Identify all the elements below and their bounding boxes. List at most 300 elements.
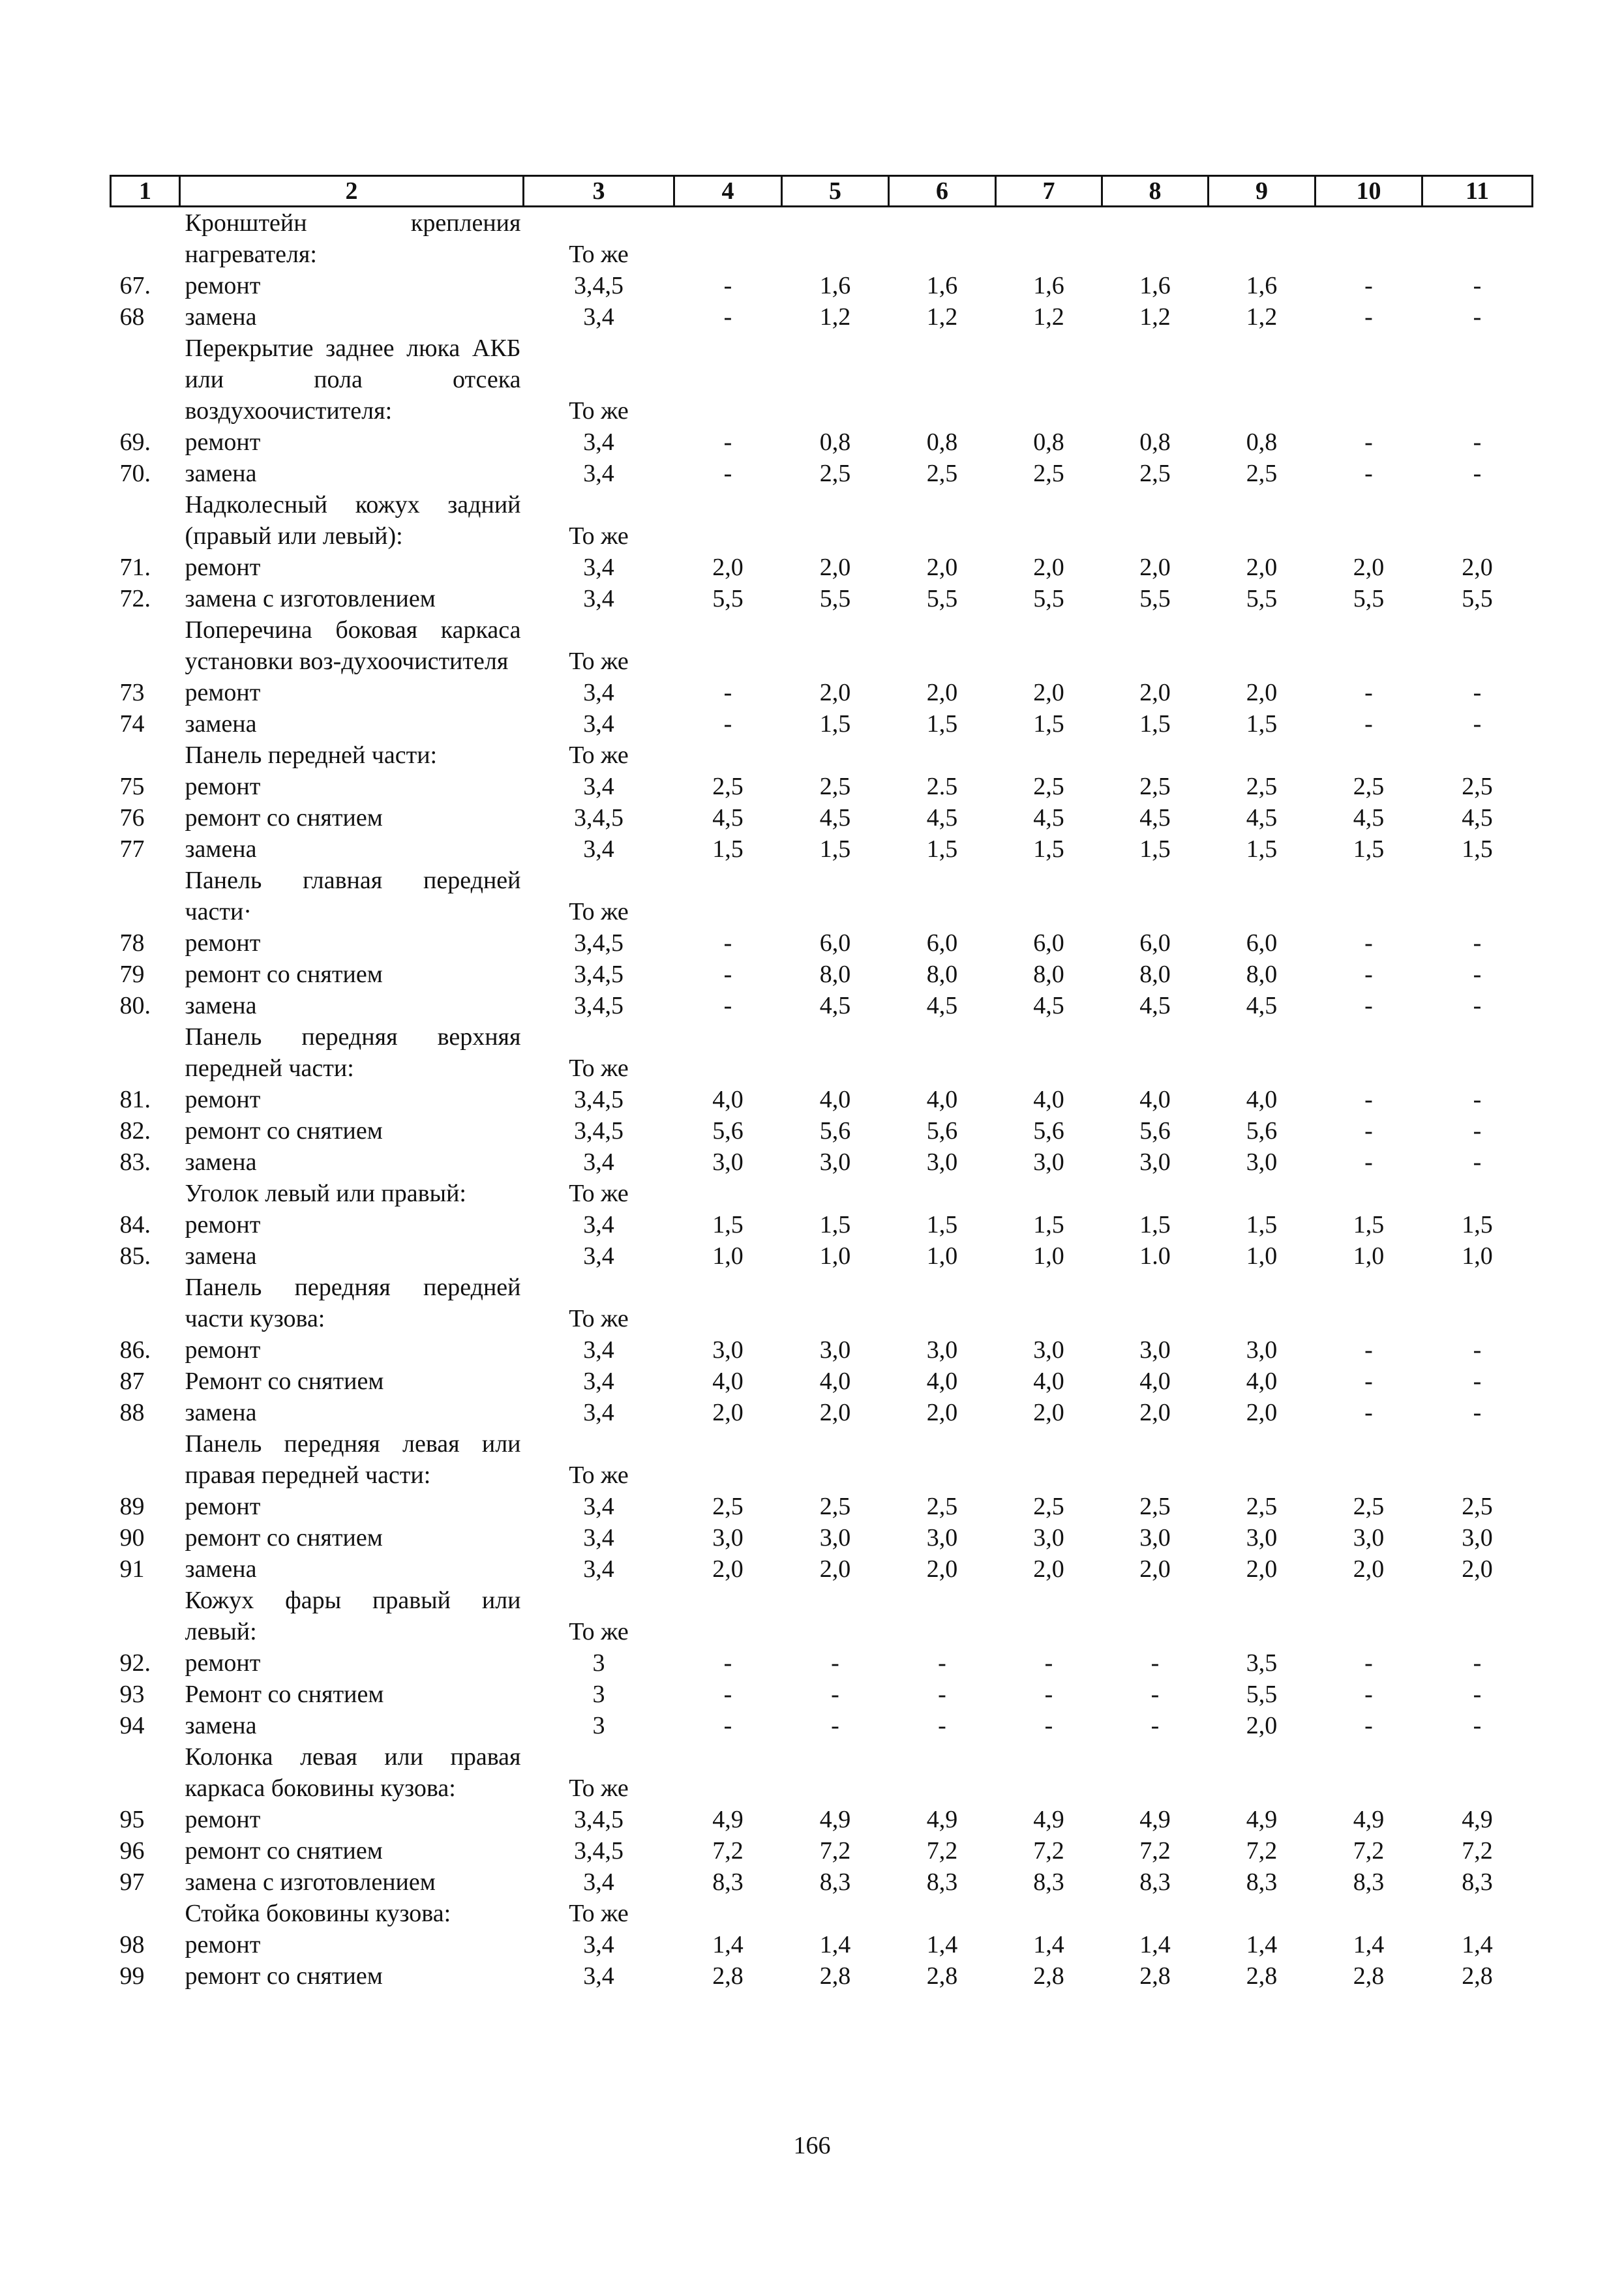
value-col-11: - [1473, 1712, 1482, 1739]
value-col-7: 4,9 [1033, 1806, 1064, 1833]
value-col-8: 8,0 [1139, 961, 1171, 988]
value-col-9: 2,0 [1246, 554, 1278, 581]
work-category: 3,4 [583, 1148, 614, 1176]
value-col-4: - [723, 1712, 732, 1739]
value-col-5: 6,0 [819, 929, 851, 957]
group-heading: Панель передняя левая или правая передней части: [185, 1430, 521, 1489]
table-row [111, 990, 1533, 1021]
row-number: 97 [119, 1868, 145, 1896]
group-heading-row [111, 333, 1533, 427]
row-number: 75 [119, 773, 145, 800]
value-col-10: - [1364, 710, 1373, 738]
value-col-9: 3,0 [1246, 1336, 1278, 1364]
value-col-11: 1,4 [1462, 1931, 1493, 1958]
value-col-10: - [1364, 1368, 1373, 1395]
value-col-11: 2,5 [1462, 773, 1493, 800]
row-number: 77 [119, 835, 145, 863]
value-col-6: 2,8 [926, 1962, 958, 1990]
value-col-6: 1,0 [926, 1242, 958, 1270]
work-category: 3,4 [583, 1399, 614, 1426]
value-col-6: 4,9 [926, 1806, 958, 1833]
value-col-4: 4,0 [712, 1368, 744, 1395]
row-number: 89 [119, 1493, 145, 1520]
value-col-4: - [723, 961, 732, 988]
value-col-11: 2,5 [1462, 1493, 1493, 1520]
value-col-7: 1,4 [1033, 1931, 1064, 1958]
value-col-10: - [1364, 992, 1373, 1019]
column-header-2: 2 [180, 176, 524, 207]
row-number [111, 1741, 180, 1804]
table-row [111, 1835, 1533, 1866]
value-col-8: 1,5 [1139, 835, 1171, 863]
value-col-9: 1,5 [1246, 710, 1278, 738]
work-category: 3,4,5 [574, 1806, 624, 1833]
value-col-6: 3,0 [926, 1148, 958, 1176]
work-category: 3 [592, 1681, 605, 1708]
operation-name: замена с изготовлением [185, 585, 436, 612]
value-col-4: 3,0 [712, 1148, 744, 1176]
row-number: 84. [119, 1211, 151, 1238]
row-number: 67. [119, 272, 151, 299]
value-col-8: 3,0 [1139, 1148, 1171, 1176]
column-header-9: 9 [1209, 176, 1316, 207]
table-row [111, 1553, 1533, 1585]
value-col-9: 4,0 [1246, 1368, 1278, 1395]
value-col-4: 1,5 [712, 835, 744, 863]
value-col-6: 1,5 [926, 710, 958, 738]
value-col-5: 2,5 [819, 460, 851, 487]
row-number: 71. [119, 554, 151, 581]
group-heading: Перекрытие заднее люка АКБ или пола отсека воздухоочистителя: [185, 335, 521, 425]
value-col-8: 4,5 [1139, 992, 1171, 1019]
empty-values [674, 1021, 1533, 1084]
value-col-7: 3,0 [1033, 1148, 1064, 1176]
value-col-8: 2,5 [1139, 773, 1171, 800]
value-col-5: 2,0 [819, 1555, 851, 1583]
table-row [111, 1115, 1533, 1146]
value-col-9: 3,0 [1246, 1524, 1278, 1551]
value-col-5: 1,4 [819, 1931, 851, 1958]
value-col-5: 1,0 [819, 1242, 851, 1270]
value-col-11: 2,0 [1462, 1555, 1493, 1583]
value-col-9: 4,9 [1246, 1806, 1278, 1833]
value-col-6: 2,0 [926, 679, 958, 706]
value-col-10: 3,0 [1353, 1524, 1385, 1551]
value-col-9: 7,2 [1246, 1837, 1278, 1865]
table-row [111, 708, 1533, 740]
value-col-4: 3,0 [712, 1524, 744, 1551]
value-col-5: 8,0 [819, 961, 851, 988]
value-col-8: 2,0 [1139, 554, 1171, 581]
value-col-8: 5,5 [1139, 585, 1171, 612]
operation-name: замена [185, 992, 257, 1019]
row-number: 98 [119, 1931, 145, 1958]
row-number: 78 [119, 929, 145, 957]
value-col-9: 0,8 [1246, 428, 1278, 456]
table-body [111, 207, 1533, 1992]
value-col-4: 4,9 [712, 1806, 744, 1833]
value-col-7: 1,6 [1033, 272, 1064, 299]
row-number: 79 [119, 961, 145, 988]
value-col-5: 5,5 [819, 585, 851, 612]
value-col-10: 2,0 [1353, 1555, 1385, 1583]
row-number: 92. [119, 1649, 151, 1677]
value-col-7: 4,0 [1033, 1368, 1064, 1395]
value-col-9: 1,5 [1246, 1211, 1278, 1238]
value-col-7: 8,3 [1033, 1868, 1064, 1896]
column-header-8: 8 [1102, 176, 1209, 207]
value-col-5: 3,0 [819, 1336, 851, 1364]
work-category: 3,4 [583, 585, 614, 612]
table-row [111, 1240, 1533, 1272]
page-number: 166 [793, 2132, 831, 2159]
value-col-6: 2,5 [926, 1493, 958, 1520]
row-number: 99 [119, 1962, 145, 1990]
table-row [111, 1960, 1533, 1992]
value-col-11: - [1473, 929, 1482, 957]
value-col-8: 1,5 [1139, 1211, 1171, 1238]
work-category: 3,4 [583, 1524, 614, 1551]
value-col-9: 4,5 [1246, 992, 1278, 1019]
value-col-11: - [1473, 460, 1482, 487]
row-number: 72. [119, 585, 151, 612]
operation-name: замена [185, 460, 257, 487]
value-col-6: 4,5 [926, 992, 958, 1019]
value-col-8: 3,0 [1139, 1524, 1171, 1551]
value-col-9: 2,0 [1246, 1555, 1278, 1583]
work-category: То же [569, 1618, 629, 1645]
table-row [111, 1146, 1533, 1178]
value-col-4: 2,0 [712, 554, 744, 581]
work-category: То же [569, 648, 629, 675]
value-col-9: 2,8 [1246, 1962, 1278, 1990]
value-col-6: 2,0 [926, 1555, 958, 1583]
table-row [111, 1647, 1533, 1679]
value-col-6: 6,0 [926, 929, 958, 957]
value-col-10: 2,8 [1353, 1962, 1385, 1990]
value-col-10: 1,5 [1353, 1211, 1385, 1238]
value-col-7: 5,5 [1033, 585, 1064, 612]
group-heading-row [111, 489, 1533, 552]
value-col-6: 7,2 [926, 1837, 958, 1865]
table-row [111, 458, 1533, 489]
table-row [111, 427, 1533, 458]
value-col-5: 4,0 [819, 1368, 851, 1395]
operation-name: ремонт [185, 1336, 261, 1364]
value-col-10: 1,0 [1353, 1242, 1385, 1270]
table-row [111, 1084, 1533, 1115]
operation-name: ремонт со снятием [185, 804, 383, 832]
operation-name: ремонт [185, 272, 261, 299]
group-heading: Уголок левый или правый: [185, 1180, 466, 1207]
table-row [111, 1929, 1533, 1960]
group-heading: Поперечина боковая каркаса установки воз-духоочистителя [185, 616, 521, 675]
value-col-9: 8,0 [1246, 961, 1278, 988]
value-col-8: 2,0 [1139, 679, 1171, 706]
value-col-7: 0,8 [1033, 428, 1064, 456]
value-col-4: 8,3 [712, 1868, 744, 1896]
work-category: 3,4 [583, 1211, 614, 1238]
column-header-6: 6 [889, 176, 996, 207]
value-col-4: - [723, 992, 732, 1019]
value-col-10: 5,5 [1353, 585, 1385, 612]
row-number: 81. [119, 1086, 151, 1113]
work-category: 3,4,5 [574, 272, 624, 299]
column-header-7: 7 [996, 176, 1102, 207]
value-col-11: 1,0 [1462, 1242, 1493, 1270]
operation-name: Ремонт со снятием [185, 1681, 384, 1708]
operation-name: ремонт [185, 554, 261, 581]
row-number [111, 740, 180, 771]
table-row [111, 677, 1533, 708]
table-row [111, 1522, 1533, 1553]
group-heading-row [111, 1741, 1533, 1804]
work-category: 3 [592, 1712, 605, 1739]
work-category: 3,4 [583, 1962, 614, 1990]
empty-values [674, 333, 1533, 427]
row-number: 87 [119, 1368, 145, 1395]
operation-name: ремонт [185, 1086, 261, 1113]
column-header-3: 3 [524, 176, 674, 207]
value-col-7: 4,0 [1033, 1086, 1064, 1113]
value-col-10: - [1364, 460, 1373, 487]
value-col-6: 1,2 [926, 303, 958, 331]
value-col-10: - [1364, 1399, 1373, 1426]
value-col-6: 4,0 [926, 1086, 958, 1113]
value-col-10: - [1364, 679, 1373, 706]
empty-values [674, 1898, 1533, 1929]
value-col-4: 2,0 [712, 1399, 744, 1426]
value-col-11: 3,0 [1462, 1524, 1493, 1551]
table-row [111, 1710, 1533, 1741]
work-category: То же [569, 1180, 629, 1207]
value-col-10: - [1364, 1117, 1373, 1145]
table-row [111, 833, 1533, 865]
empty-values [674, 207, 1533, 271]
row-number [111, 1428, 180, 1491]
value-col-11: - [1473, 1681, 1482, 1708]
value-col-11: - [1473, 710, 1482, 738]
value-col-6: 5,5 [926, 585, 958, 612]
work-category: 3,4 [583, 428, 614, 456]
value-col-8: - [1150, 1649, 1160, 1677]
value-col-10: 4,5 [1353, 804, 1385, 832]
value-col-5: - [831, 1681, 839, 1708]
row-number: 85. [119, 1242, 151, 1270]
value-col-9: 1,2 [1246, 303, 1278, 331]
operation-name: ремонт со снятием [185, 1837, 383, 1865]
value-col-4: - [723, 1649, 732, 1677]
empty-values [674, 1272, 1533, 1334]
value-col-6: 4,0 [926, 1368, 958, 1395]
empty-values [674, 1428, 1533, 1491]
group-heading: Панель передняя передней части кузова: [185, 1274, 521, 1332]
value-col-8: 1,6 [1139, 272, 1171, 299]
group-heading-row [111, 740, 1533, 771]
value-col-7: 7,2 [1033, 1837, 1064, 1865]
work-category: 3,4 [583, 460, 614, 487]
value-col-7: - [1044, 1681, 1053, 1708]
value-col-8: 4,9 [1139, 1806, 1171, 1833]
row-number: 83. [119, 1148, 151, 1176]
operation-name: ремонт [185, 1931, 261, 1958]
value-col-7: 2,0 [1033, 679, 1064, 706]
value-col-9: 5,6 [1246, 1117, 1278, 1145]
group-heading-row [111, 865, 1533, 927]
work-category: 3,4,5 [574, 1837, 624, 1865]
operation-name: замена [185, 1712, 257, 1739]
value-col-8: 4,0 [1139, 1086, 1171, 1113]
value-col-6: 1,5 [926, 1211, 958, 1238]
value-col-4: 2,5 [712, 773, 744, 800]
value-col-6: 1,5 [926, 835, 958, 863]
value-col-11: 5,5 [1462, 585, 1493, 612]
table-row [111, 1397, 1533, 1428]
table-header [111, 176, 1533, 207]
value-col-7: - [1044, 1649, 1053, 1677]
value-col-8: 1,2 [1139, 303, 1171, 331]
value-col-9: 4,0 [1246, 1086, 1278, 1113]
value-col-11: - [1473, 1649, 1482, 1677]
value-col-9: 3,0 [1246, 1148, 1278, 1176]
work-category: То же [569, 1305, 629, 1332]
value-col-4: - [723, 303, 732, 331]
value-col-9: 5,5 [1246, 585, 1278, 612]
group-heading: Кронштейн крепления нагревателя: [185, 209, 521, 268]
value-col-9: 5,5 [1246, 1681, 1278, 1708]
value-col-9: 2,5 [1246, 1493, 1278, 1520]
operation-name: замена [185, 1555, 257, 1583]
value-col-10: - [1364, 961, 1373, 988]
operation-name: замена [185, 1148, 257, 1176]
value-col-7: 2,5 [1033, 773, 1064, 800]
value-col-5: 2,0 [819, 554, 851, 581]
work-category: То же [569, 1055, 629, 1082]
value-col-8: 4,5 [1139, 804, 1171, 832]
value-col-5: 1,6 [819, 272, 851, 299]
value-col-4: 2,0 [712, 1555, 744, 1583]
value-col-11: 4,5 [1462, 804, 1493, 832]
operation-name: ремонт [185, 1211, 261, 1238]
value-col-11: - [1473, 1117, 1482, 1145]
value-col-4: 1,5 [712, 1211, 744, 1238]
work-category: 3 [592, 1649, 605, 1677]
value-col-8: 1.0 [1139, 1242, 1171, 1270]
value-col-7: 3,0 [1033, 1524, 1064, 1551]
value-col-7: 2,5 [1033, 1493, 1064, 1520]
value-col-11: 1,5 [1462, 1211, 1493, 1238]
operation-name: замена [185, 835, 257, 863]
row-number: 68 [119, 303, 145, 331]
value-col-10: 8,3 [1353, 1868, 1385, 1896]
value-col-9: 1,0 [1246, 1242, 1278, 1270]
row-number [111, 865, 180, 927]
value-col-4: 2,8 [712, 1962, 744, 1990]
value-col-4: 5,6 [712, 1117, 744, 1145]
value-col-9: 4,5 [1246, 804, 1278, 832]
row-number: 95 [119, 1806, 145, 1833]
operation-name: ремонт [185, 1493, 261, 1520]
value-col-9: 2,5 [1246, 773, 1278, 800]
value-col-6: 5,6 [926, 1117, 958, 1145]
value-col-7: 3,0 [1033, 1336, 1064, 1364]
value-col-4: - [723, 679, 732, 706]
value-col-7: 4,5 [1033, 992, 1064, 1019]
value-col-4: - [723, 929, 732, 957]
value-col-10: - [1364, 428, 1373, 456]
value-col-11: 1,5 [1462, 835, 1493, 863]
row-number [111, 333, 180, 427]
operation-name: замена [185, 303, 257, 331]
work-category: 3,4 [583, 1868, 614, 1896]
value-col-8: 8,3 [1139, 1868, 1171, 1896]
value-col-5: 1,5 [819, 710, 851, 738]
value-col-9: 2,0 [1246, 679, 1278, 706]
value-col-5: 3,0 [819, 1148, 851, 1176]
row-number [111, 1178, 180, 1209]
value-col-4: 4,0 [712, 1086, 744, 1113]
row-number: 90 [119, 1524, 145, 1551]
group-heading-row [111, 1428, 1533, 1491]
row-number: 82. [119, 1117, 151, 1145]
value-col-6: - [938, 1712, 946, 1739]
value-col-8: 7,2 [1139, 1837, 1171, 1865]
table-row [111, 1804, 1533, 1835]
value-col-4: 1,0 [712, 1242, 744, 1270]
group-heading-row [111, 1021, 1533, 1084]
value-col-9: 2,0 [1246, 1712, 1278, 1739]
value-col-6: 8,0 [926, 961, 958, 988]
row-number: 91 [119, 1555, 145, 1583]
group-heading-row [111, 207, 1533, 271]
value-col-6: 4,5 [926, 804, 958, 832]
value-col-8: 3,0 [1139, 1336, 1171, 1364]
group-heading-row [111, 1272, 1533, 1334]
value-col-5: 3,0 [819, 1524, 851, 1551]
value-col-7: 8,0 [1033, 961, 1064, 988]
value-col-4: - [723, 710, 732, 738]
table-row [111, 1491, 1533, 1522]
operation-name: ремонт [185, 679, 261, 706]
value-col-7: - [1044, 1712, 1053, 1739]
value-col-4: 7,2 [712, 1837, 744, 1865]
value-col-6: 1,4 [926, 1931, 958, 1958]
table-row [111, 771, 1533, 802]
value-col-4: 4,5 [712, 804, 744, 832]
value-col-6: 0,8 [926, 428, 958, 456]
value-col-11: - [1473, 428, 1482, 456]
group-heading: Панель передняя верхняя передней части: [185, 1023, 521, 1082]
value-col-10: - [1364, 303, 1373, 331]
value-col-7: 1,5 [1033, 1211, 1064, 1238]
work-category: 3,4 [583, 835, 614, 863]
value-col-8: - [1150, 1681, 1160, 1708]
group-heading: Колонка левая или правая каркаса боковины кузова: [185, 1743, 521, 1802]
empty-values [674, 614, 1533, 677]
value-col-9: 1,5 [1246, 835, 1278, 863]
table-row [111, 1366, 1533, 1397]
row-number: 93 [119, 1681, 145, 1708]
value-col-5: - [831, 1649, 839, 1677]
value-col-11: 2,8 [1462, 1962, 1493, 1990]
value-col-8: 2,8 [1139, 1962, 1171, 1990]
value-col-11: - [1473, 961, 1482, 988]
value-col-10: - [1364, 929, 1373, 957]
value-col-5: 1,2 [819, 303, 851, 331]
value-col-4: 5,5 [712, 585, 744, 612]
header-row [111, 176, 1533, 207]
value-col-6: 3,0 [926, 1336, 958, 1364]
